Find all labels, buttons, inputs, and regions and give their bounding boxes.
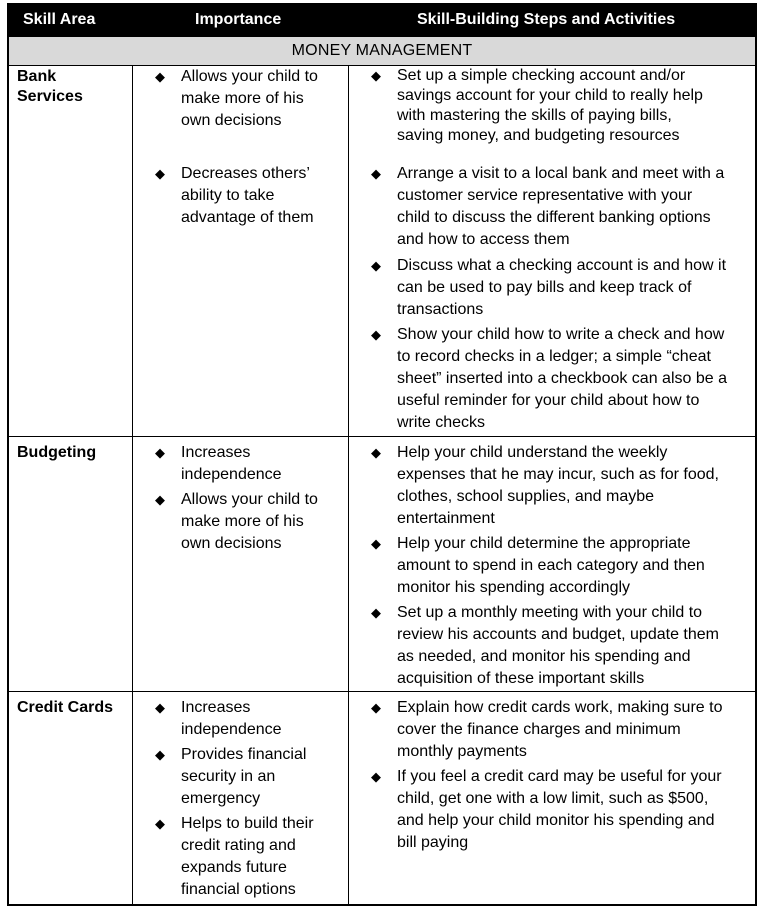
step-text: Discuss what a checking account is and how it can be used to pay bills and keep track of transactions <box>397 257 727 318</box>
step-text: Show your child how to write a check and how to record checks in a ledger; a simple “cheat sheet” inserted into a checkbook can also be a useful reminder for your child about how to write checks <box>397 326 727 431</box>
bullet-diamond-icon: ◆ <box>371 68 381 83</box>
column-divider <box>348 65 349 904</box>
row-divider <box>9 436 755 437</box>
bullet-diamond-icon: ◆ <box>155 700 165 715</box>
bullet-diamond-icon: ◆ <box>155 445 165 460</box>
bullet-diamond-icon: ◆ <box>371 166 381 181</box>
header-skill-area: Skill Area <box>23 11 96 28</box>
bullet-diamond-icon: ◆ <box>371 700 381 715</box>
step-text: Explain how credit cards work, making sure to cover the finance charges and minimum monthly payments <box>397 699 723 760</box>
bullet-diamond-icon: ◆ <box>155 69 165 84</box>
importance-text: Allows your child to make more of his own decisions <box>181 491 318 552</box>
step-text: Help your child determine the appropriate amount to spend in each category and then monitor his spending accordingly <box>397 535 705 596</box>
skill-area-budgeting: Budgeting <box>17 444 97 461</box>
bullet-diamond-icon: ◆ <box>155 816 165 831</box>
skill-area-bank-services: Bank Services <box>17 68 83 105</box>
step-text: Set up a monthly meeting with your child to review his accounts and budget, update them as needed, and monitor his spending and acquisition of these important skills <box>397 604 719 687</box>
bullet-diamond-icon: ◆ <box>371 536 381 551</box>
bullet-diamond-icon: ◆ <box>371 327 381 342</box>
skills-table <box>7 3 757 906</box>
section-header <box>9 37 755 66</box>
step-text: Help your child understand the weekly expenses that he may incur, such as for food, clothes, school supplies, and maybe entertainment <box>397 444 719 527</box>
importance-text: Increases independence <box>181 699 282 738</box>
bullet-diamond-icon: ◆ <box>371 605 381 620</box>
importance-text: Provides financial security in an emergency <box>181 746 307 807</box>
table-header <box>9 5 755 37</box>
row-divider <box>9 691 755 692</box>
step-text: If you feel a credit card may be useful for your child, get one with a low limit, such as $500, and help your child monitor his spending and bill paying <box>397 768 722 851</box>
importance-text: Allows your child to make more of his own decisions <box>181 68 318 129</box>
bullet-diamond-icon: ◆ <box>155 492 165 507</box>
importance-text: Increases independence <box>181 444 282 483</box>
bullet-diamond-icon: ◆ <box>155 166 165 181</box>
bullet-diamond-icon: ◆ <box>371 769 381 784</box>
section-title: MONEY MANAGEMENT <box>291 42 473 59</box>
bullet-diamond-icon: ◆ <box>371 445 381 460</box>
step-text: Arrange a visit to a local bank and meet with a customer service representative with your child to discuss the different banking options and how to access them <box>397 165 725 248</box>
header-importance: Importance <box>195 11 282 28</box>
importance-text: Helps to build their credit rating and expands future financial options <box>181 815 314 898</box>
header-steps: Skill-Building Steps and Activities <box>417 11 676 28</box>
skill-area-credit-cards: Credit Cards <box>17 699 114 716</box>
column-divider <box>132 65 133 904</box>
step-text: Set up a simple checking account and/or savings account for your child to really help with mastering the skills of paying bills, saving money, and budgeting resources <box>397 67 703 144</box>
bullet-diamond-icon: ◆ <box>155 747 165 762</box>
bullet-diamond-icon: ◆ <box>371 258 381 273</box>
importance-text: Decreases others’ ability to take advantage of them <box>181 165 314 226</box>
